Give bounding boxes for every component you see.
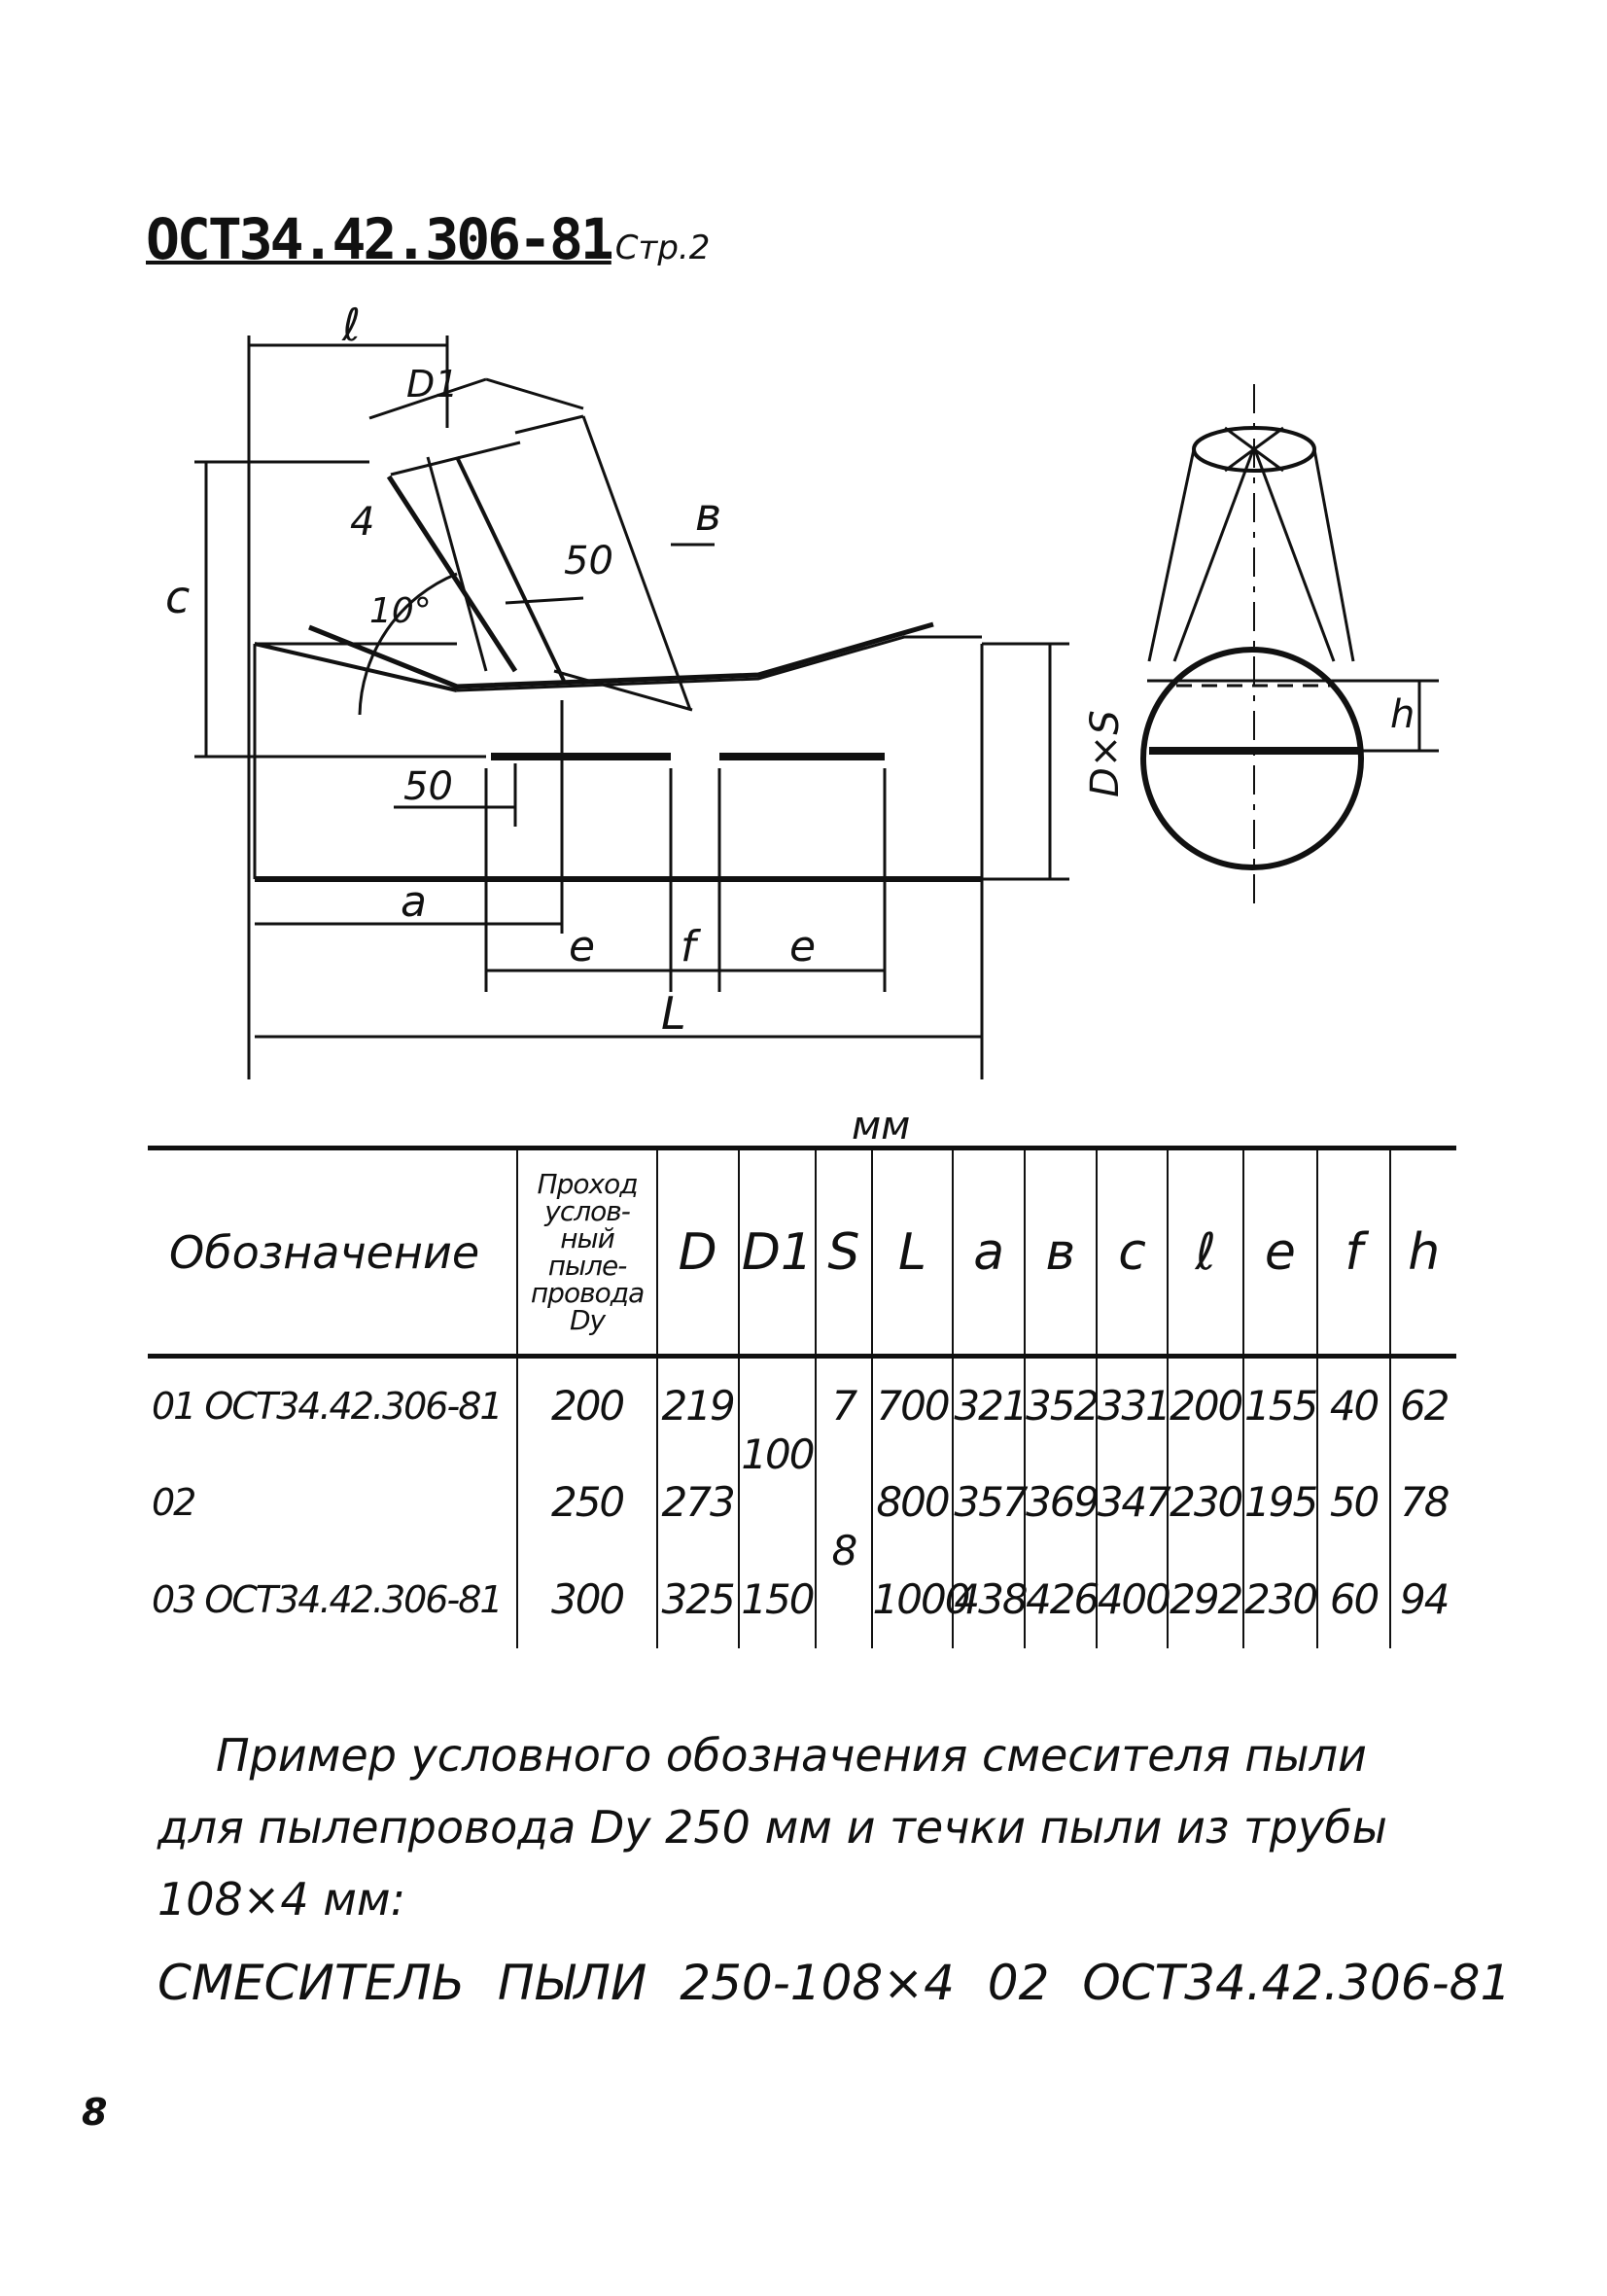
- cell-a: 357: [953, 1454, 1025, 1551]
- cell-D: 273: [657, 1454, 739, 1551]
- col-l: ℓ: [1168, 1148, 1243, 1357]
- dimensions-table: [148, 1146, 1456, 1648]
- cell-h: 62: [1390, 1357, 1456, 1454]
- cell-designation: 01 ОСТ34.42.306-81: [152, 1384, 502, 1428]
- cell-a: 321: [953, 1357, 1025, 1454]
- cell-l: 200: [1168, 1357, 1243, 1454]
- cell-c: 331: [1097, 1357, 1169, 1454]
- cell-e: 195: [1243, 1454, 1317, 1551]
- cell-l: 292: [1168, 1551, 1243, 1648]
- cell-L: 1000: [872, 1551, 954, 1648]
- note-line-2: для пылепровода Dу 250 мм и течки пыли из трубы: [157, 1801, 1387, 1854]
- dim-D1-ext: [486, 379, 583, 408]
- label-DxS: D×S: [1083, 710, 1128, 797]
- cell-S: 8: [816, 1454, 871, 1648]
- label-50-top: 50: [564, 539, 613, 583]
- col-dy: Проход услов- ный пыле- провода Dу: [517, 1148, 656, 1357]
- cell-b: 426: [1025, 1551, 1097, 1648]
- cell-h: 78: [1390, 1454, 1456, 1551]
- note-line-1: Пример условного обозначения смесителя пыли: [216, 1729, 1367, 1782]
- cell-h: 94: [1390, 1551, 1456, 1648]
- label-f: f: [681, 922, 696, 971]
- label-4: 4: [350, 500, 375, 545]
- label-D1: D1: [406, 363, 459, 406]
- label-b: в: [695, 488, 722, 541]
- cell-D1: 150: [739, 1551, 817, 1648]
- col-L: L: [872, 1148, 954, 1357]
- col-b: в: [1025, 1148, 1097, 1357]
- cell-dy: 250: [517, 1454, 656, 1551]
- cell-a: 438: [953, 1551, 1025, 1648]
- side-branch-inner-right: [1254, 447, 1334, 661]
- standard-number: ОСТ34.42.306-81: [146, 206, 611, 272]
- table-row: [148, 1357, 1456, 1454]
- label-a: a: [401, 877, 427, 927]
- cell-f: 50: [1317, 1454, 1391, 1551]
- label-angle: 10°: [369, 591, 432, 631]
- cell-D: 325: [657, 1551, 739, 1648]
- cell-designation: 03 ОСТ34.42.306-81: [152, 1577, 502, 1621]
- cell-e: 155: [1243, 1357, 1317, 1454]
- label-l: ℓ: [342, 299, 362, 351]
- col-f: f: [1317, 1148, 1391, 1357]
- cell-S: 7: [816, 1357, 871, 1454]
- cell-dy: 200: [517, 1357, 656, 1454]
- cell-c: 347: [1097, 1454, 1169, 1551]
- col-e: e: [1243, 1148, 1317, 1357]
- col-c: с: [1097, 1148, 1169, 1357]
- cell-e: 230: [1243, 1551, 1317, 1648]
- branch-top-rim: [391, 442, 520, 475]
- branch-inner: [428, 457, 486, 671]
- col-D1: D1: [739, 1148, 817, 1357]
- col-h: h: [1390, 1148, 1456, 1357]
- cell-D: 219: [657, 1357, 739, 1454]
- cell-b: 369: [1025, 1454, 1097, 1551]
- col-a: a: [953, 1148, 1025, 1357]
- branch-outer-right: [457, 457, 564, 681]
- page-number: 8: [82, 2091, 108, 2134]
- label-e2: e: [789, 922, 817, 971]
- cell-c: 400: [1097, 1551, 1169, 1648]
- cell-L: 800: [872, 1454, 954, 1551]
- cell-dy: 300: [517, 1551, 656, 1648]
- page-label: Стр.2: [614, 229, 711, 267]
- side-branch-right: [1314, 449, 1353, 661]
- branch-outer-left: [389, 477, 515, 671]
- unit-label: мм: [852, 1104, 911, 1148]
- cell-L: 700: [872, 1357, 954, 1454]
- label-L: L: [661, 987, 686, 1040]
- col-S: S: [816, 1148, 871, 1357]
- pipe-left-saddle: [255, 644, 457, 690]
- side-pipe-circle: [1143, 650, 1361, 867]
- designation-note: [157, 1719, 1460, 1935]
- technical-drawing: [0, 0, 1607, 1118]
- label-50-bottom: 50: [403, 764, 453, 809]
- col-designation: Обозначение: [148, 1148, 517, 1357]
- cell-l: 230: [1168, 1454, 1243, 1551]
- note-line-3: 108×4 мм:: [157, 1873, 406, 1925]
- cell-b: 352: [1025, 1357, 1097, 1454]
- cell-D1: 100: [739, 1357, 817, 1551]
- label-h: h: [1390, 692, 1415, 737]
- designation-example: СМЕСИТЕЛЬ ПЫЛИ 250-108×4 02 ОСТ34.42.306-81: [157, 1955, 1512, 2011]
- branch-hatch: [506, 598, 583, 603]
- cell-f: 40: [1317, 1357, 1391, 1454]
- col-D: D: [657, 1148, 739, 1357]
- branch-top-ext: [515, 416, 583, 433]
- label-e1: e: [569, 922, 596, 971]
- table-row: [148, 1551, 1456, 1648]
- table-header-row: [148, 1148, 1456, 1357]
- cell-designation: 02: [152, 1480, 195, 1524]
- label-c: с: [165, 571, 191, 623]
- cell-f: 60: [1317, 1551, 1391, 1648]
